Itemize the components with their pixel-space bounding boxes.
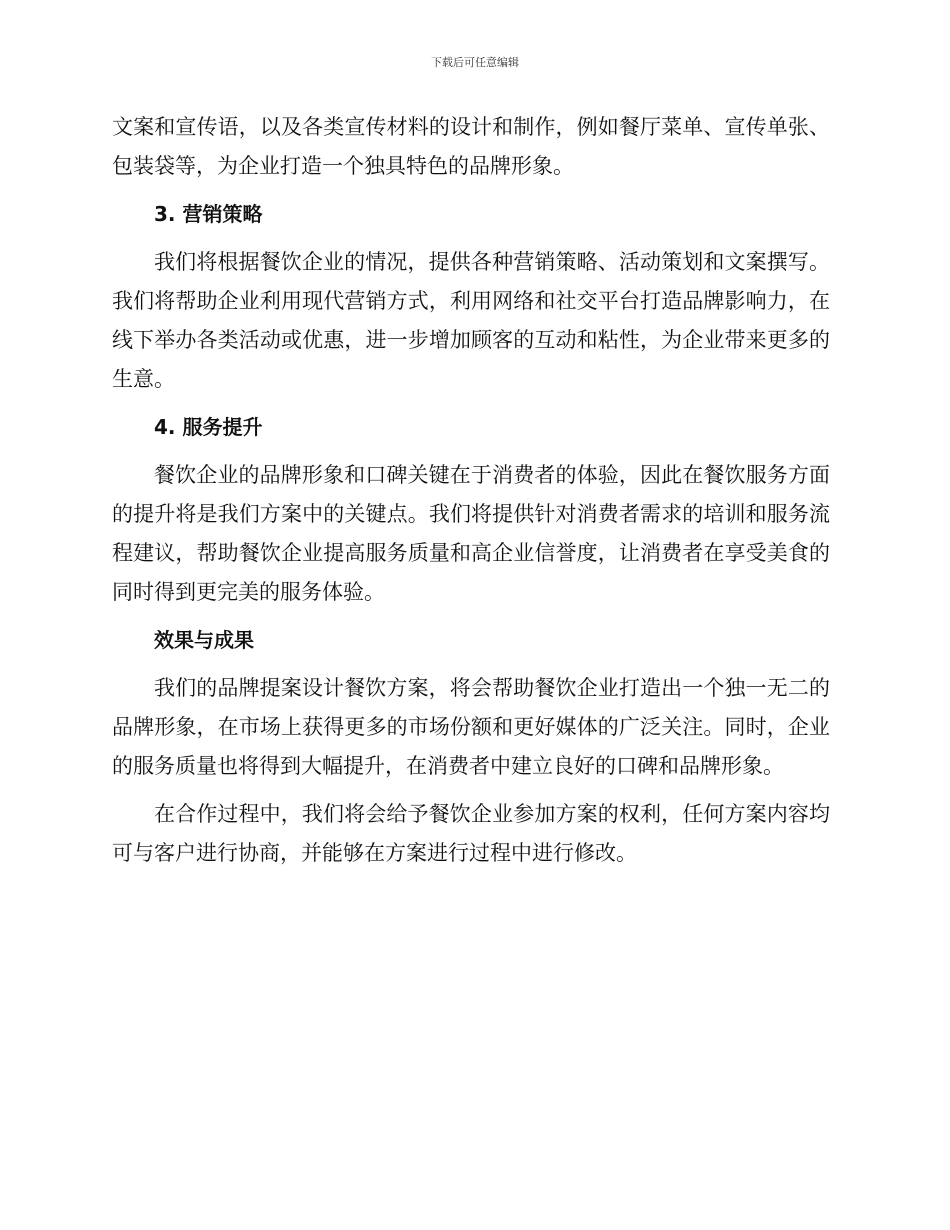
marketing-strategy-paragraph: 我们将根据餐饮企业的情况，提供各种营销策略、活动策划和文案撰写。我们将帮助企业利用现代营销方式，利用网络和社交平台打造品牌影响力，在线下举办各类活动或优惠，进一步增加顾客的互动和粘性，为企业带来更多的生意。 xyxy=(112,250,830,391)
service-improvement-paragraph: 餐饮企业的品牌形象和口碑关键在于消费者的体验，因此在餐饮服务方面的提升将是我们方案中的关键点。我们将提供针对消费者需求的培训和服务流程建议，帮助餐饮企业提高服务质量和高企业信誉度，让消费者在享受美食的同时得到更完美的服务体验。 xyxy=(112,463,830,604)
cooperation-paragraph: 在合作过程中，我们将会给予餐饮企业参加方案的权利，任何方案内容均可与客户进行协商，并能够在方案进行过程中进行修改。 xyxy=(112,802,830,865)
intro-continuation-paragraph: 文案和宣传语，以及各类宣传材料的设计和制作，例如餐厅菜单、宣传单张、包装袋等，为企业打造一个独具特色的品牌形象。 xyxy=(112,115,830,178)
document-body xyxy=(112,108,830,873)
results-heading: 效果与成果 xyxy=(154,628,254,652)
page-header: 下载后可任意编辑 xyxy=(431,56,519,69)
results-paragraph: 我们的品牌提案设计餐饮方案，将会帮助餐饮企业打造出一个独一无二的品牌形象，在市场上获得更多的市场份额和更好媒体的广泛关注。同时，企业的服务质量也将得到大幅提升，在消费者中建立良好的口碑和品牌形象。 xyxy=(112,676,830,778)
marketing-strategy-heading: 3. 营销策略 xyxy=(154,202,263,226)
service-improvement-heading: 4. 服务提升 xyxy=(154,415,263,439)
